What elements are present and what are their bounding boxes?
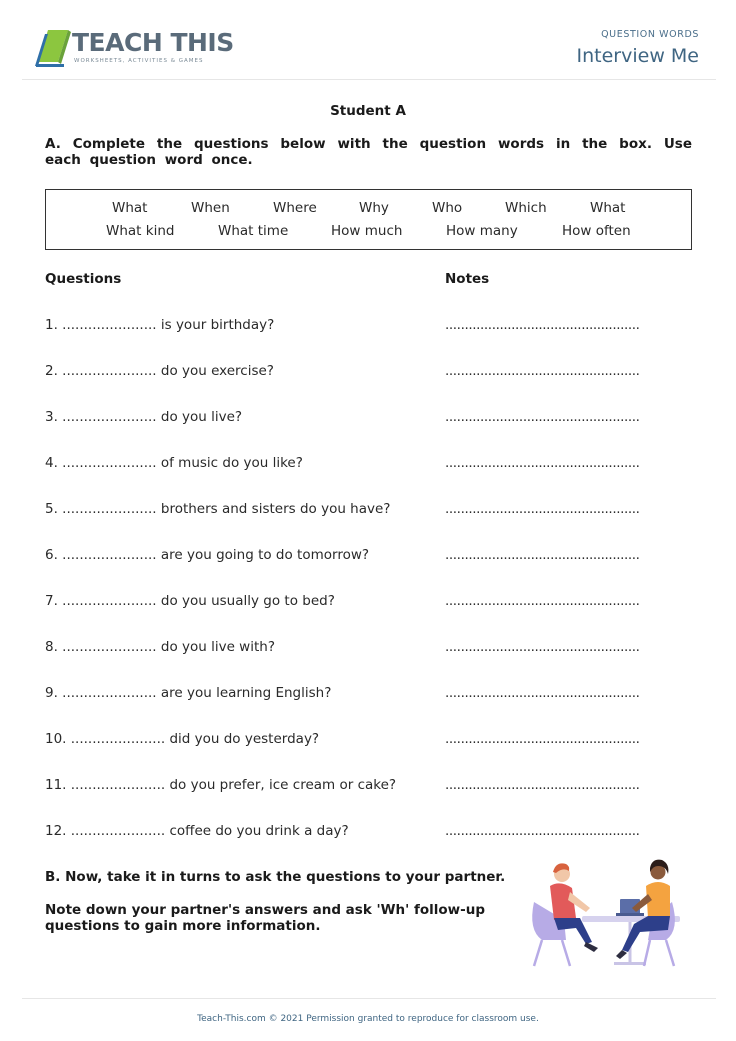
question-text[interactable]: 3. ...................... do you live? [45, 409, 243, 425]
teach-this-logo[interactable] [34, 24, 234, 72]
question-row [45, 823, 695, 843]
page-header [0, 0, 736, 80]
notes-line[interactable]: .................................................. [445, 409, 640, 425]
question-text[interactable]: 5. ...................... brothers and sisters do you have? [45, 501, 391, 517]
notes-line[interactable]: .................................................. [445, 501, 640, 517]
footer-divider [22, 998, 716, 999]
notes-line[interactable]: .................................................. [445, 363, 640, 379]
question-row [45, 639, 695, 659]
word-box-item: What time [218, 223, 289, 239]
question-word-box [45, 189, 692, 250]
question-row [45, 777, 695, 797]
word-box-item: How much [331, 223, 403, 239]
word-box-item: What [112, 200, 148, 216]
worksheet-title: Interview Me [576, 45, 699, 67]
question-row [45, 593, 695, 613]
book-logo-icon [34, 24, 74, 68]
question-row [45, 685, 695, 705]
word-box-item: What kind [106, 223, 175, 239]
notes-line[interactable]: .................................................. [445, 455, 640, 471]
logo-subtitle: WORKSHEETS, ACTIVITIES & GAMES [74, 58, 204, 64]
student-label: Student A [330, 103, 406, 119]
notes-line[interactable]: .................................................. [445, 593, 640, 609]
question-text[interactable]: 7. ...................... do you usually go to bed? [45, 593, 335, 609]
copyright-footer: Teach-This.com © 2021 Permission granted to reproduce for classroom use. [197, 1014, 539, 1024]
question-row [45, 455, 695, 475]
questions-heading: Questions [45, 271, 122, 287]
word-box-item: When [191, 200, 230, 216]
notes-line[interactable]: .................................................. [445, 639, 640, 655]
interview-illustration [520, 856, 690, 971]
word-box-item: What [590, 200, 626, 216]
question-row [45, 547, 695, 567]
word-box-item: Why [359, 200, 389, 216]
question-text[interactable]: 11. ...................... do you prefer, ice cream or cake? [45, 777, 397, 793]
question-text[interactable]: 1. ...................... is your birthday? [45, 317, 275, 333]
question-text[interactable]: 12. ...................... coffee do you drink a day? [45, 823, 349, 839]
notes-line[interactable]: .................................................. [445, 317, 640, 333]
question-row [45, 731, 695, 751]
question-text[interactable]: 9. ...................... are you learning English? [45, 685, 332, 701]
question-row [45, 317, 695, 337]
part-a-instructions: A. Complete the questions below with the question words in the box. Use each question word once. [45, 136, 692, 168]
notes-line[interactable]: .................................................. [445, 685, 640, 701]
word-box-item: How many [446, 223, 518, 239]
notes-line[interactable]: .................................................. [445, 547, 640, 563]
question-row [45, 363, 695, 383]
notes-line[interactable]: .................................................. [445, 823, 640, 839]
question-text[interactable]: 10. ...................... did you do yesterday? [45, 731, 320, 747]
header-divider [22, 79, 716, 80]
word-box-item: How often [562, 223, 631, 239]
word-box-item: Where [273, 200, 317, 216]
word-box-item: Who [432, 200, 463, 216]
part-b-instruction: B. Now, take it in turns to ask the questions to your partner. [45, 869, 506, 885]
question-text[interactable]: 8. ...................... do you live with? [45, 639, 275, 655]
notes-line[interactable]: .................................................. [445, 731, 640, 747]
question-row [45, 501, 695, 521]
question-row [45, 409, 695, 429]
notes-line[interactable]: .................................................. [445, 777, 640, 793]
question-text[interactable]: 2. ...................... do you exercise? [45, 363, 274, 379]
worksheet-category: QUESTION WORDS [601, 29, 699, 40]
question-text[interactable]: 6. ...................... are you going to do tomorrow? [45, 547, 370, 563]
word-box-item: Which [505, 200, 547, 216]
logo-text: TEACH THIS [72, 28, 234, 57]
part-b-followup: Note down your partner's answers and ask 'Wh' follow-up questions to gain more information. [45, 902, 486, 934]
notes-heading: Notes [445, 271, 490, 287]
question-text[interactable]: 4. ...................... of music do you like? [45, 455, 303, 471]
